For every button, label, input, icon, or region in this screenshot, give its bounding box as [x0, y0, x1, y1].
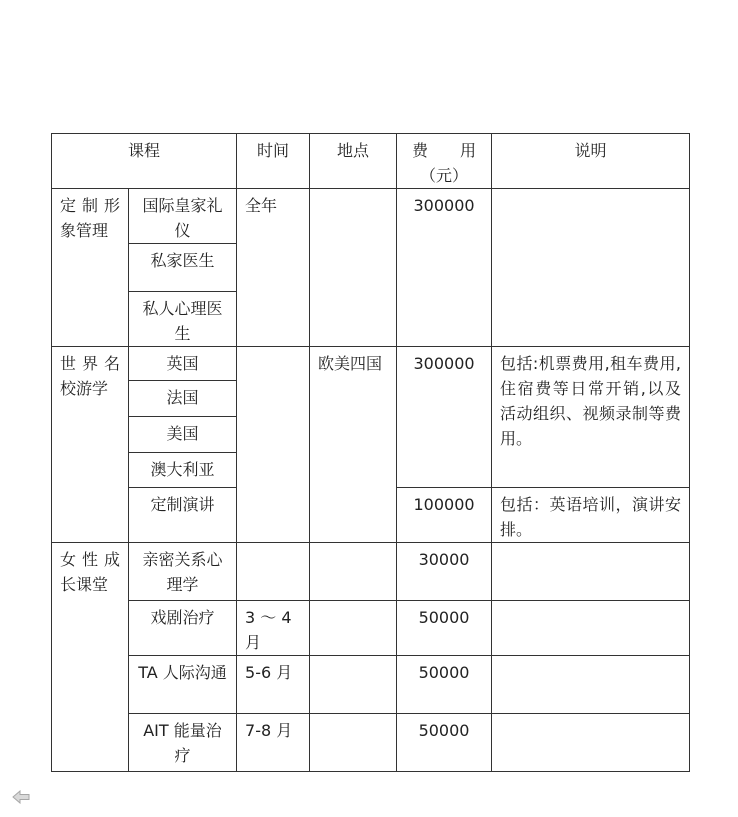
table-row: [52, 189, 690, 244]
course-royal-etiquette: 国际皇家礼仪: [129, 189, 237, 244]
header-place: 地点: [310, 134, 397, 189]
category-image-management: 定制形象管理: [52, 189, 129, 347]
header-desc: 说明: [492, 134, 690, 189]
table-row: [52, 656, 690, 714]
time-cell: [237, 347, 310, 543]
table-row: [52, 714, 690, 772]
category-women-growth: 女性成长课堂: [52, 543, 129, 772]
course-ait: AIT 能量治疗: [129, 714, 237, 772]
fee-cell: 50000: [397, 656, 492, 714]
course-france: 法国: [129, 381, 237, 417]
course-fee-table: [51, 133, 690, 772]
course-psychologist: 私人心理医生: [129, 292, 237, 347]
desc-cell: [492, 189, 690, 347]
course-ta: TA 人际沟通: [129, 656, 237, 714]
desc-cell: 包括：英语培训，演讲安排。: [492, 488, 690, 543]
table-row: [52, 347, 690, 381]
place-cell: [310, 656, 397, 714]
time-cell: 5-6 月: [237, 656, 310, 714]
course-intimacy: 亲密关系心理学: [129, 543, 237, 601]
desc-cell: [492, 601, 690, 656]
desc-cell: [492, 543, 690, 601]
place-cell: [310, 543, 397, 601]
place-cell: [310, 189, 397, 347]
place-cell: [310, 714, 397, 772]
desc-cell: 包括:机票费用,租车费用,住宿费等日常开销,以及活动组织、视频录制等费用。: [492, 347, 690, 488]
time-cell: 3 ～ 4 月: [237, 601, 310, 656]
back-arrow-icon[interactable]: [12, 790, 30, 804]
course-australia: 澳大利亚: [129, 453, 237, 488]
desc-cell: [492, 656, 690, 714]
header-fee: 费 用（元）: [397, 134, 492, 189]
fee-cell: 300000: [397, 347, 492, 488]
time-cell: 7-8 月: [237, 714, 310, 772]
header-time: 时间: [237, 134, 310, 189]
header-row: [52, 134, 690, 189]
fee-cell: 50000: [397, 714, 492, 772]
course-private-doctor: 私家医生: [129, 244, 237, 292]
course-custom-speech: 定制演讲: [129, 488, 237, 543]
course-uk: 英国: [129, 347, 237, 381]
header-course: 课程: [52, 134, 237, 189]
table-row: [52, 543, 690, 601]
fee-cell: 300000: [397, 189, 492, 347]
place-cell: 欧美四国: [310, 347, 397, 543]
fee-cell: 30000: [397, 543, 492, 601]
desc-cell: [492, 714, 690, 772]
fee-cell: 50000: [397, 601, 492, 656]
time-cell: 全年: [237, 189, 310, 347]
table-row: [52, 601, 690, 656]
time-cell: [237, 543, 310, 601]
course-usa: 美国: [129, 417, 237, 453]
category-study-tour: 世界名校游学: [52, 347, 129, 543]
course-drama-therapy: 戏剧治疗: [129, 601, 237, 656]
fee-cell: 100000: [397, 488, 492, 543]
place-cell: [310, 601, 397, 656]
